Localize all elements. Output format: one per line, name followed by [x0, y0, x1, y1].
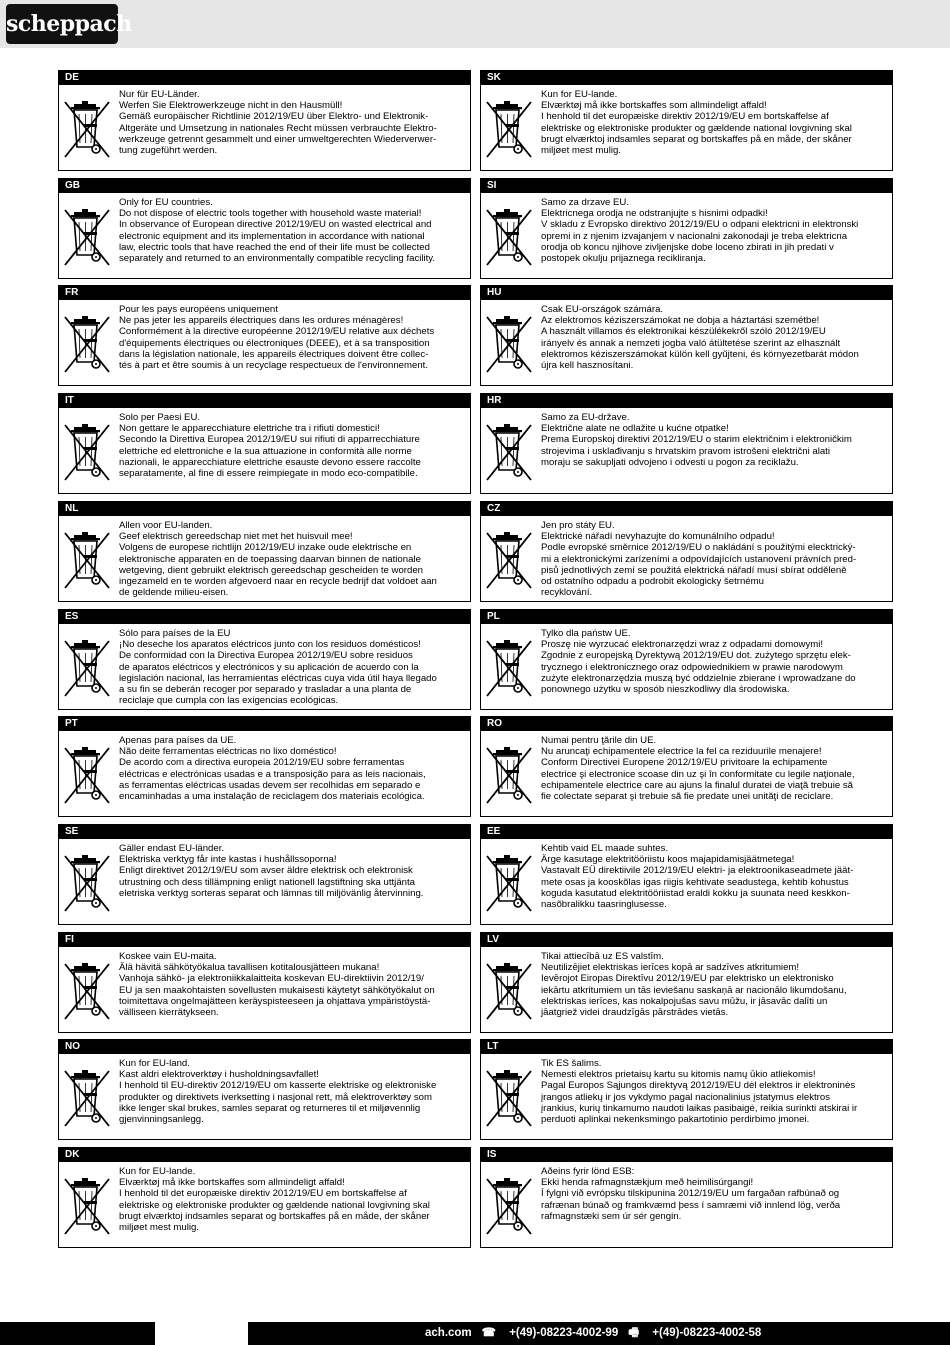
notice-line: I henhold til det europæiske direktiv 2012/19/EU em bortskaffelse af [119, 1188, 407, 1200]
notice-line: Solo per Paesi EU. [119, 412, 201, 423]
notice-line: Nur für EU-Länder. [119, 89, 200, 100]
notice-line: Werfen Sie Elektrowerkzeuge nicht in den Hausmüll! [119, 100, 343, 112]
disposal-notice-text [541, 1166, 888, 1222]
crossed-out-wheelie-bin-icon [63, 851, 111, 917]
notice-line: Csak EU-országok számára. [541, 304, 664, 315]
notice-line: Pour les pays européens uniquement [119, 304, 278, 315]
disposal-notice-text [119, 735, 466, 802]
notice-line: Non gettare le apparecchiature elettriche tra i rifiuti domestici! [119, 423, 380, 435]
disposal-notice-text [541, 520, 888, 598]
language-section-hr [480, 393, 893, 494]
notice-line: EU ja sen maakohtaisten sovellusten mukaisesti käytetyt sähkötyökalut on [119, 984, 435, 996]
notice-line: Ärge kasutage elektritööriistu koos majapidamisjäätmetega! [541, 854, 795, 866]
notice-line: reciclaje que cumpla con las exigencias ecológicas. [119, 695, 339, 707]
language-section-no [58, 1039, 471, 1140]
notice-line: Geef elektrisch gereedschap niet met het huisvuil mee! [119, 531, 353, 543]
notice-line: Ekki henda rafmagnstækjum með heimilisúrgangi! [541, 1177, 754, 1189]
crossed-out-wheelie-bin-icon [63, 636, 111, 702]
notice-line: ikke lenger skal brukes, samles separat og returneres til et miljøvennlig [119, 1102, 421, 1114]
language-section-it [58, 393, 471, 494]
notice-line: strojevima i usklađivanju s hrvatskim pravom istrošeni električni alati [541, 445, 830, 457]
disposal-notice-text [119, 412, 466, 479]
notice-line: wetgeving, dient gebruikt elektrisch gereedschap gescheiden te worden [119, 564, 423, 576]
notice-line: mete osas ja kooskõlas igas riigis kehtivate seadustega, kehtib kohustus [541, 876, 849, 888]
language-code: DK [59, 1148, 470, 1162]
notice-line: ¡No deseche los aparatos eléctricos junto con los residuos domésticos! [119, 639, 421, 651]
fax-number: +(49)-08223-4002-58 [652, 1327, 762, 1339]
disposal-notice-text [119, 520, 466, 598]
notice-line: recyklování. [541, 587, 593, 599]
notice-line: Električne alate ne odlažite u kućne otpatke! [541, 423, 729, 435]
notice-line: välliseen kierrätykseen. [119, 1007, 219, 1019]
notice-line: legislación nacional, las herramientas eléctricas cuya vida útil haya llegado [119, 672, 437, 684]
language-code: SI [481, 179, 892, 193]
language-section-pl [480, 609, 893, 710]
disposal-notice-text [119, 304, 466, 371]
notice-line: echipamentele electrice care au ajuns la finalul duratei de viaţă trebuie să [541, 779, 853, 791]
notice-line: A használt villamos és elektronikai készülékekről szóló 2012/19/EU [541, 326, 826, 338]
language-code: LT [481, 1040, 892, 1054]
disposal-notice-text [541, 951, 888, 1018]
crossed-out-wheelie-bin-icon [485, 636, 533, 702]
language-code: EE [481, 825, 892, 839]
notice-line: rafmagnstæki sem úr sér gengin. [541, 1210, 682, 1222]
notice-line: moraju se sakupljati odvojeno i odvesti u pogon za reciklažu. [541, 456, 799, 468]
notice-line: I henhold til EU-direktiv 2012/19/EU om kasserte elektriske og elektroniske [119, 1080, 437, 1092]
notice-line: Do not dispose of electric tools together with household waste material! [119, 208, 422, 220]
crossed-out-wheelie-bin-icon [63, 1066, 111, 1132]
notice-line: Elektricnega orodja ne odstranjujte s hisnimi odpadki! [541, 208, 768, 220]
notice-line: I henhold til det europæiske direktiv 2012/19/EU em bortskaffelse af [541, 111, 829, 123]
notice-line: fie colectate separat şi trebuie să fie predate unei unităţi de reciclare. [541, 791, 834, 803]
disposal-notice-text [541, 304, 888, 371]
notice-line: Não deite ferramentas eléctricas no lixo doméstico! [119, 746, 337, 758]
crossed-out-wheelie-bin-icon [485, 1174, 533, 1240]
notice-line: electrice şi electronice scoase din uz şi în conformitate cu legile naţionale, [541, 768, 855, 780]
notice-line: Tik ES šalims. [541, 1058, 602, 1069]
notice-line: Apenas para países da UE. [119, 735, 237, 746]
language-section-is [480, 1147, 893, 1248]
disposal-notice-text [541, 412, 888, 468]
language-code: NL [59, 502, 470, 516]
crossed-out-wheelie-bin-icon [485, 1066, 533, 1132]
disposal-notice-text [541, 735, 888, 802]
notice-line: utrustning och dess tillämpning enligt nationell lagstiftning ska uttjänta [119, 876, 415, 888]
contact-info [425, 1325, 771, 1342]
notice-line: Allen voor EU-landen. [119, 520, 213, 531]
crossed-out-wheelie-bin-icon [485, 959, 533, 1025]
notice-line: Altgeräte und Umsetzung in nationales Recht müssen verbrauchte Elektro- [119, 122, 437, 134]
notice-line: Nu aruncaţi echipamentele electrice la fel ca reziduurile menajere! [541, 746, 822, 758]
notice-line: produkter og direktivets iverksetting i nasjonal rett, må elektroverktøy som [119, 1091, 432, 1103]
notice-line: Koskee vain EU-maita. [119, 951, 217, 962]
page-number-area [0, 1322, 155, 1345]
language-code: RO [481, 717, 892, 731]
disposal-notice-text [541, 628, 888, 695]
notice-line: Volgens de europese richtlijn 2012/19/EU inzake oude elektrische en [119, 542, 412, 554]
language-section-nl [58, 501, 471, 602]
notice-line: Gemäß europäischer Richtlinie 2012/19/EU über Elektro- und Elektronik- [119, 111, 429, 123]
notice-line: újra kell hasznosítani. [541, 360, 634, 372]
notice-line: Samo za EU-države. [541, 412, 630, 423]
notice-line: Kast aldri elektroverktøy i husholdningsavfallet! [119, 1069, 319, 1081]
notice-line: Ievērojot Eiropas Direktīvu 2012/19/EU par elektrisko un elektronisko [541, 973, 834, 985]
language-code: SK [481, 71, 892, 85]
notice-line: separatamente, al fine di essere reimpiegate in modo eco-compatibile. [119, 468, 418, 480]
notice-line: Podle evropské směrnice 2012/19/EU o nakládání s použitými elecktrický- [541, 542, 856, 554]
notice-line: elektromos kéziszerszámokat külön kell gyűjteni, és környezetbarát módon [541, 348, 859, 360]
language-section-lv [480, 932, 893, 1033]
notice-line: De conformidad con la Directiva Europea 2012/19/EU sobre residuos [119, 650, 413, 662]
notice-line: Tylko dla państw UE. [541, 628, 631, 639]
notice-line: Elektrické nářadí nevyhazujte do komunálního odpadu! [541, 531, 775, 543]
page-header [0, 0, 950, 48]
notice-line: Elektriska verktyg får inte kastas i hushållssoporna! [119, 854, 337, 866]
notice-line: V skladu z Evropsko direktivo 2012/19/EU o odpani elektricni in elektronski [541, 219, 859, 231]
language-section-gb [58, 178, 471, 279]
language-code: NO [59, 1040, 470, 1054]
language-code: ES [59, 610, 470, 624]
crossed-out-wheelie-bin-icon [485, 312, 533, 378]
notice-line: nazionali, le apparecchiature elettriche esauste devono essere raccolte [119, 456, 421, 468]
language-section-lt [480, 1039, 893, 1140]
notice-line: perduoti aplinkai nekenksmingo pakartotinio perdirbimo įmonei. [541, 1114, 810, 1126]
disposal-notice-text [119, 951, 466, 1018]
notice-line: elektriske og elektroniske produkter og gældende national lovgivning skal [119, 1199, 430, 1211]
crossed-out-wheelie-bin-icon [63, 205, 111, 271]
language-code: DE [59, 71, 470, 85]
notice-line: Kun for EU-lande. [119, 1166, 196, 1177]
notice-line: Ne pas jeter les appareils électriques dans les ordures ménagères! [119, 315, 404, 327]
notice-line: elektriskas ierīces, kas nokalpojušas savu mūžu, ir jāsavāc dalīti un [541, 995, 828, 1007]
notice-line: Samo za drzave EU. [541, 197, 629, 208]
language-section-sk [480, 70, 893, 171]
notice-line: gjenvinningsanlegg. [119, 1114, 204, 1126]
notice-line: Í fylgni við evrópsku tilskipunina 2012/19/EU um fargaðan rafbúnað og [541, 1188, 840, 1200]
crossed-out-wheelie-bin-icon [63, 743, 111, 809]
scheppach-logo: scheppach [6, 4, 118, 44]
language-code: IS [481, 1148, 892, 1162]
notice-line: de geldende milieu-eisen. [119, 587, 229, 599]
language-section-hu [480, 285, 893, 386]
fax-icon: 🖷 [628, 1327, 643, 1339]
phone-icon: ☎ [481, 1327, 500, 1339]
crossed-out-wheelie-bin-icon [63, 312, 111, 378]
notice-line: opremi in z njenim izvajanjem v nacionalni zakonodaji je treba elektricna [541, 230, 848, 242]
language-code: HR [481, 394, 892, 408]
notice-line: ponownego użytku w sposób nieszkodliwy dla środowiska. [541, 684, 790, 696]
language-code: SE [59, 825, 470, 839]
crossed-out-wheelie-bin-icon [485, 97, 533, 163]
language-section-fi [58, 932, 471, 1033]
disposal-notice-text [119, 197, 466, 264]
notice-line: Vanhoja sähkö- ja elektroniikkalaitteita koskevan EU-direktiivin 2012/19/ [119, 973, 424, 985]
crossed-out-wheelie-bin-icon [63, 528, 111, 594]
notice-line: Aðeins fyrir lönd ESB: [541, 1166, 635, 1177]
notice-line: d'équipements électriques ou électroniques (DEEE), et à sa transposition [119, 337, 430, 349]
phone-number: +(49)-08223-4002-99 [509, 1327, 619, 1339]
language-section-fr [58, 285, 471, 386]
notice-line: Kun for EU-land. [119, 1058, 190, 1069]
disposal-notice-text [119, 89, 466, 156]
notice-line: Gäller endast EU-länder. [119, 843, 225, 854]
notice-line: de aparatos eléctricos y electrónicos y su aplicación de acuerdo con la [119, 661, 419, 673]
disposal-notice-text [541, 843, 888, 910]
notice-line: Secondo la Direttiva Europea 2012/19/EU sui rifiuti di apparrecchiature [119, 434, 420, 446]
notice-line: ingezameld en te worden afgevoerd naar en recycle bedrijf dat voldoet aan [119, 576, 437, 588]
notice-line: electronic equipment and its implementation in accordance with national [119, 230, 425, 242]
notice-line: įrankius, kurių tinkamumo naudoti laikas pasibaigė, reikia surinkti atskirai ir [541, 1102, 858, 1114]
disposal-notice-text [119, 628, 466, 706]
language-section-cz [480, 501, 893, 602]
disposal-notice-text [119, 843, 466, 899]
notice-line: Vastavalt EÜ direktiivile 2012/19/EU elektri- ja elektroonikaseadmete jäät- [541, 865, 854, 877]
notice-line: law, electric tools that have reached the end of their life must be collected [119, 241, 430, 253]
language-section-si [480, 178, 893, 279]
page-number-box [155, 1322, 248, 1345]
crossed-out-wheelie-bin-icon [485, 528, 533, 594]
notice-line: Jen pro státy EU. [541, 520, 615, 531]
notice-line: tung zugeführt werden. [119, 145, 218, 157]
notice-line: Neutilizējiet elektriskas ierīces kopā ar sadzīves atkritumiem! [541, 962, 800, 974]
notice-line: zużyte elektronarzędzia muszą być oddzielnie zbierane i wprowadzane do [541, 672, 856, 684]
language-section-ro [480, 716, 893, 817]
notice-line: Az elektromos kéziszerszámokat ne dobja a háztartási szemétbe! [541, 315, 820, 327]
notice-line: Nemesti elektros prietaisų kartu su kitomis namų ūkio atliekomis! [541, 1069, 816, 1081]
notice-line: mi a elektronickými zarízeními a odpovídajících ustanovení právních pred- [541, 553, 857, 565]
language-code: FI [59, 933, 470, 947]
disposal-notice-text [541, 1058, 888, 1125]
notice-line: Conformément à la directive européenne 2012/19/EU relative aux déchets [119, 326, 435, 338]
notice-line: encaminhadas a uma instalação de reciclagem dos materiais ecológica. [119, 791, 425, 803]
language-section-ee [480, 824, 893, 925]
notice-line: od ostatního odpadu a podrobit ekologicky šetrnému [541, 576, 764, 588]
notice-line: toimitettava ongelmajätteen keräyspisteeseen ja ohjattava ympäristöystä- [119, 995, 431, 1007]
notice-line: orodja ob koncu njihove zivljenjske dobe loceno zbirati in jih predati v [541, 241, 834, 253]
notice-line: brugt elværktoj indsamles separat og bortskaffes på en måde, der skåner [119, 1210, 430, 1222]
notice-line: Conform Directivei Europene 2012/19/EU privitoare la echipamente [541, 757, 828, 769]
disposal-notice-text [119, 1166, 466, 1233]
language-section-de [58, 70, 471, 171]
notice-line: Sólo para países de la EU [119, 628, 231, 639]
notice-line: Prema Europskoj direktivi 2012/19/EU o starim električnim i elektroničkim [541, 434, 852, 446]
language-section-se [58, 824, 471, 925]
language-code: PL [481, 610, 892, 624]
notice-line: rafrænan búnað og framkvæmd þess í samræmi við innlend lög, verða [541, 1199, 841, 1211]
disposal-notice-text [541, 197, 888, 264]
notice-line: Elværktøj må ikke bortskaffes som allmindeligt affald! [541, 100, 767, 112]
language-section-dk [58, 1147, 471, 1248]
language-section-es [58, 609, 471, 710]
disposal-notice-text [119, 1058, 466, 1125]
language-code: FR [59, 286, 470, 300]
notice-line: werkzeuge getrennt gesammelt und einer umweltgerechten Wiederverwer- [119, 133, 437, 145]
crossed-out-wheelie-bin-icon [63, 959, 111, 1025]
notice-line: Proszę nie wyrzucać elektronarzędzi wraz z odpadami domowymi! [541, 639, 824, 651]
language-code: CZ [481, 502, 892, 516]
language-code: LV [481, 933, 892, 947]
notice-line: Älä hävitä sähkötyökalua tavallisen kotitalousjätteen mukana! [119, 962, 380, 974]
page-footer [0, 1322, 950, 1345]
notice-line: eléctricas e electrónicas usadas e a transposição para as leis nacionais, [119, 768, 426, 780]
language-code: HU [481, 286, 892, 300]
disposal-notice-text [541, 89, 888, 156]
notice-line: pisů jednotlivých zemí se použitá elektrická nářadí musí sbírat odděleně [541, 564, 847, 576]
notice-line: brugt elværktoj indsamles separat og bortskaffes på en måde, der skåner [541, 133, 852, 145]
website-text: ach.com [425, 1327, 472, 1339]
crossed-out-wheelie-bin-icon [485, 851, 533, 917]
notice-line: Numai pentru ţările din UE. [541, 735, 657, 746]
notice-line: as ferramentas eléctricas usadas devem ser recolhidas em separado e [119, 779, 421, 791]
language-code: PT [59, 717, 470, 731]
language-section-pt [58, 716, 471, 817]
crossed-out-wheelie-bin-icon [63, 420, 111, 486]
notice-line: a su fin se deberán recoger por separado y trasladar a una planta de [119, 684, 412, 696]
notice-line: elettriche ed elettroniche e la sua attuazione in conformità alle norme [119, 445, 412, 457]
notice-line: elektronische apparaten en de toepassing daarvan binnen de nationale [119, 553, 421, 565]
notice-line: Only for EU countries. [119, 197, 213, 208]
crossed-out-wheelie-bin-icon [485, 205, 533, 271]
notice-line: įrangos atliekų ir jos vykdymo pagal nacionalinius įstatymus elektros [541, 1091, 831, 1103]
notice-line: Enligt direktivet 2012/19/EU som avser äldre elektrisk och elektronisk [119, 865, 413, 877]
notice-line: miljøet mest mulig. [541, 145, 621, 157]
notice-line: Zgodnie z europejską Dyrektywą 2012/19/EU dot. zużytego sprzętu elek- [541, 650, 851, 662]
notice-line: elektriske og elektroniske produkter og gældende national lovgivning skal [541, 122, 852, 134]
notice-line: Pagal Europos Sąjungos direktyvą 2012/19/EU dėl elektros ir elektroninės [541, 1080, 856, 1092]
crossed-out-wheelie-bin-icon [485, 420, 533, 486]
notice-line: jāatgriež videi draudzīgās pārstrādes vietās. [541, 1007, 729, 1019]
notice-line: irányelv és annak a nemzeti jogba való átültetése szerint az elhasznált [541, 337, 841, 349]
notice-line: tés à part et être soumis à un recyclage respectueux de l'environnement. [119, 360, 429, 372]
notice-line: miljøet mest mulig. [119, 1222, 199, 1234]
notice-line: nasõbralikku taasringlusesse. [541, 899, 667, 911]
notice-line: iekārtu atkritumiem un tās ieviešanu saskaņā ar nacionālo likumdošanu, [541, 984, 847, 996]
notice-line: Kun for EU-lande. [541, 89, 618, 100]
crossed-out-wheelie-bin-icon [63, 1174, 111, 1240]
notice-line: postopek okulju prijaznega recikliranja. [541, 253, 706, 265]
notice-line: Tikai attiecībā uz ES valstīm. [541, 951, 664, 962]
notice-line: In observance of European directive 2012/19/EU on wasted electrical and [119, 219, 432, 231]
notice-line: De acordo com a directiva europeia 2012/19/EU sobre ferramentas [119, 757, 405, 769]
crossed-out-wheelie-bin-icon [63, 97, 111, 163]
notice-line: koguda kasutatud elektritööriistad eraldi kokku ja suunata need keskkon- [541, 887, 850, 899]
notice-line: eletriska verktyg sorteras separat och lämnas till miljövänlig återvinning. [119, 887, 424, 899]
notice-line: Kehtib vaid EL maade suhtes. [541, 843, 669, 854]
notice-line: trycznego i elektronicznego oraz odpowiednikiem w prawie narodowym [541, 661, 843, 673]
notice-line: dans la législation nationale, les appareils électriques doivent être collec- [119, 348, 429, 360]
language-code: GB [59, 179, 470, 193]
crossed-out-wheelie-bin-icon [485, 743, 533, 809]
language-code: IT [59, 394, 470, 408]
notice-line: Elværktøj må ikke bortskaffes som allmindeligt affald! [119, 1177, 345, 1189]
notice-line: separately and returned to an environmentally compatible recycling facility. [119, 253, 436, 265]
